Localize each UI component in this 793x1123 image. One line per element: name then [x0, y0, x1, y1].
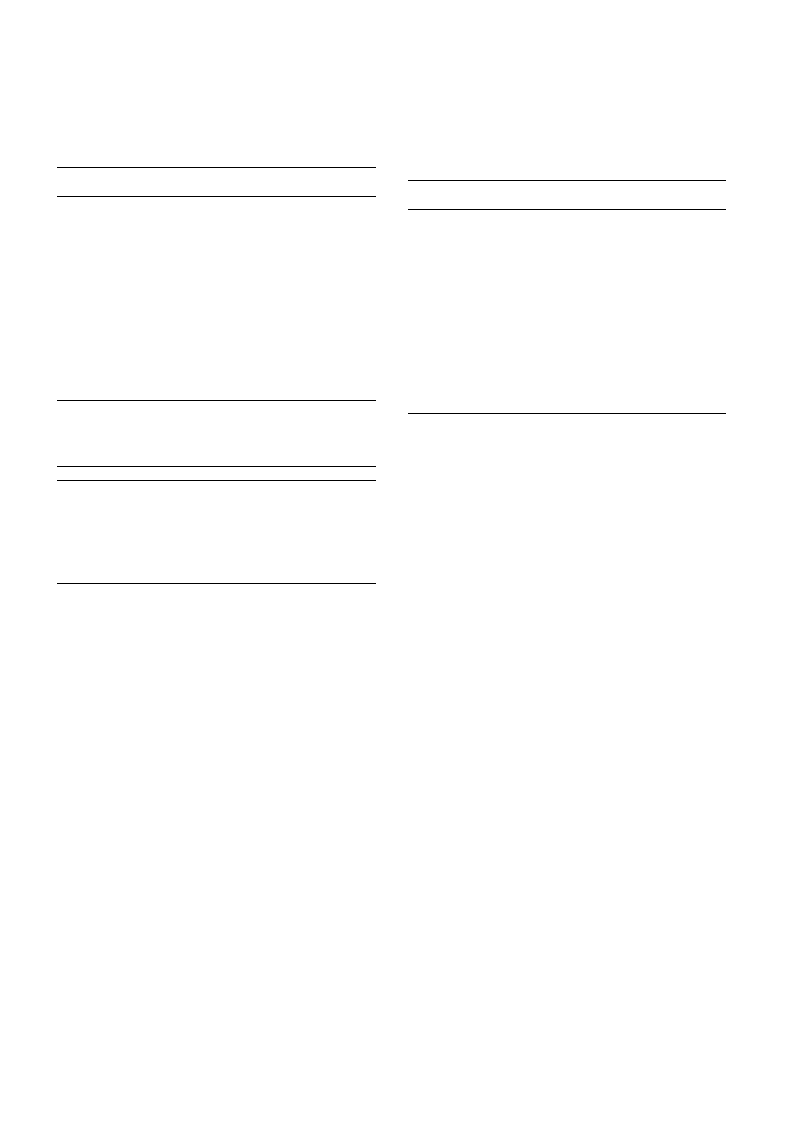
left-table-1 [57, 167, 376, 401]
left-table-2 [57, 466, 376, 584]
table-header-rule [57, 480, 376, 481]
table-header-rule [408, 209, 726, 210]
table-bottom-rule [57, 583, 376, 584]
table-header-rule [57, 196, 376, 197]
table-top-rule [57, 167, 376, 168]
table-top-rule [57, 466, 376, 467]
table-bottom-rule [57, 400, 376, 401]
right-table-1 [408, 180, 726, 414]
table-top-rule [408, 180, 726, 181]
table-bottom-rule [408, 413, 726, 414]
